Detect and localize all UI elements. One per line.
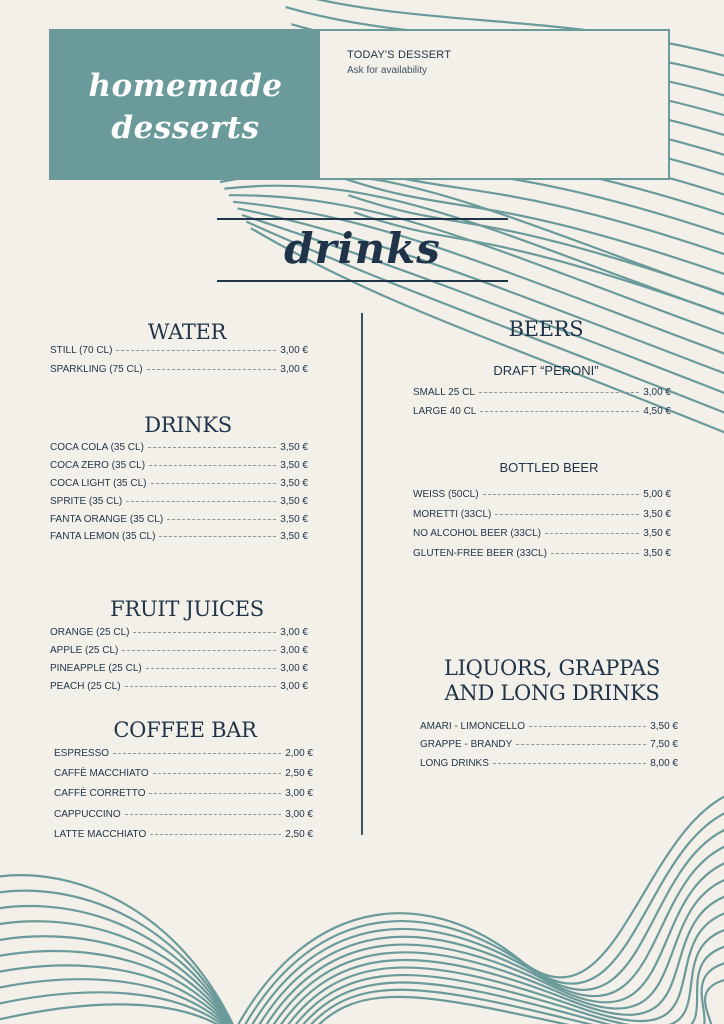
menu-item-name: FANTA ORANGE (35 CL): [50, 513, 164, 525]
menu-item-name: CAPPUCCINO: [54, 808, 121, 820]
menu-item-leader: [125, 686, 277, 687]
liquors-list: [420, 721, 678, 776]
menu-item: [50, 478, 308, 496]
wave-line: [284, 926, 724, 1024]
coffee-bar-list: [54, 748, 313, 849]
menu-item-price: 3,50 €: [650, 721, 678, 732]
wave-line: [250, 841, 724, 1024]
menu-item: [54, 748, 313, 768]
draft-peroni-subtitle: DRAFT “PERONI”: [493, 363, 599, 378]
liquors-title-line2: AND LONG DRINKS: [444, 681, 660, 705]
menu-item: [54, 768, 313, 788]
menu-item-name: ORANGE (25 CL): [50, 627, 130, 638]
menu-item-price: 3,00 €: [280, 644, 308, 656]
homemade-desserts-title: [51, 65, 320, 149]
menu-item-name: LARGE 40 CL: [413, 406, 477, 417]
desserts-title-line: desserts: [111, 110, 260, 146]
menu-item-leader: [149, 465, 276, 466]
bottled-beer-subtitle: BOTTLED BEER: [499, 460, 599, 475]
menu-item: [413, 528, 671, 548]
menu-item-leader: [122, 650, 276, 651]
homemade-title-line: homemade: [88, 68, 283, 104]
heading-bottom-rule: [217, 280, 508, 282]
menu-item-price: 3,50 €: [280, 442, 308, 453]
menu-item-price: 3,00 €: [285, 788, 313, 800]
menu-item-price: 3,50 €: [643, 547, 671, 559]
menu-item: [420, 739, 678, 757]
menu-item-price: 3,00 €: [280, 345, 308, 356]
menu-item-leader: [151, 483, 277, 484]
menu-item-leader: [126, 501, 276, 502]
menu-item-price: 3,00 €: [280, 627, 308, 638]
menu-item-price: 4,50 €: [643, 406, 671, 417]
menu-item-price: 3,50 €: [280, 477, 308, 489]
wave-line: [0, 875, 240, 1024]
menu-item: [413, 548, 671, 568]
menu-item: [54, 829, 313, 849]
menu-item-price: 3,50 €: [280, 459, 308, 471]
menu-item: [50, 460, 308, 478]
menu-item-name: WEISS (50CL): [413, 489, 479, 500]
fruit-juices-section-title: FRUIT JUICES: [110, 597, 264, 621]
menu-item-leader: [159, 536, 276, 537]
menu-item-name: NO ALCOHOL BEER (33CL): [413, 528, 542, 539]
bottled-beer-list: [413, 489, 671, 567]
beers-section-title: BEERS: [508, 317, 584, 341]
menu-item-name: SPRITE (35 CL): [50, 495, 123, 507]
menu-item-price: 3,00 €: [280, 363, 308, 375]
menu-item-leader: [495, 514, 639, 515]
menu-item-price: 7,50 €: [650, 739, 678, 751]
menu-item-leader: [125, 814, 282, 815]
menu-item-name: STILL (70 CL): [50, 345, 113, 356]
drinks-list: [50, 442, 308, 549]
menu-item: [50, 645, 308, 663]
menu-item-name: GRAPPE - BRANDY: [420, 739, 513, 751]
menu-item-price: 2,50 €: [285, 768, 313, 780]
menu-item: [50, 496, 308, 514]
menu-item-leader: [480, 411, 639, 412]
menu-item-leader: [545, 533, 639, 534]
menu-item-name: PEACH (25 CL): [50, 680, 121, 692]
menu-item: [413, 489, 671, 509]
dessert-banner: [49, 29, 670, 180]
menu-item-name: SMALL 25 CL: [413, 387, 475, 398]
menu-item-price: 3,00 €: [280, 680, 308, 692]
menu-item: [50, 345, 308, 364]
menu-item: [420, 721, 678, 739]
coffee-bar-section-title: COFFEE BAR: [113, 718, 257, 742]
drinks-heading: drinks: [284, 224, 441, 273]
menu-item: [50, 663, 308, 681]
menu-item-name: ESPRESSO: [54, 748, 110, 759]
menu-item: [50, 514, 308, 532]
wave-line: [0, 906, 240, 1024]
menu-item-leader: [551, 553, 639, 554]
menu-item-name: SPARKLING (75 CL): [50, 363, 143, 375]
menu-item-name: PINEAPPLE (25 CL): [50, 662, 142, 674]
menu-item-name: COCA LIGHT (35 CL): [50, 477, 147, 489]
menu-item: [54, 809, 313, 829]
menu-item-leader: [479, 392, 639, 393]
menu-item-leader: [167, 519, 276, 520]
menu-item-name: COCA COLA (35 CL): [50, 442, 144, 453]
menu-item-price: 3,50 €: [280, 513, 308, 525]
menu-item: [50, 442, 308, 460]
menu-item-price: 5,00 €: [643, 489, 671, 500]
menu-item-leader: [149, 793, 281, 794]
menu-item: [50, 364, 308, 383]
menu-item-name: CAFFÈ MACCHIATO: [54, 768, 149, 780]
liquors-section-title: [415, 656, 689, 706]
menu-item-leader: [483, 494, 640, 495]
todays-dessert-label: TODAY'S DESSERT: [347, 49, 452, 61]
water-section-title: WATER: [147, 320, 227, 344]
menu-item-name: LATTE MACCHIATO: [54, 828, 147, 840]
fruit-juices-list: [50, 627, 308, 699]
water-list: [50, 345, 308, 382]
menu-item: [50, 681, 308, 699]
menu-item-leader: [133, 632, 276, 633]
menu-item-name: FANTA LEMON (35 CL): [50, 531, 156, 543]
menu-item-leader: [150, 834, 281, 835]
menu-item-name: AMARI - LIMONCELLO: [420, 721, 526, 732]
menu-item-price: 2,50 €: [285, 828, 313, 840]
menu-item: [420, 758, 678, 776]
menu-item-price: 3,00 €: [643, 387, 671, 398]
menu-item-price: 3,50 €: [643, 508, 671, 520]
menu-item-name: APPLE (25 CL): [50, 644, 119, 656]
menu-item-leader: [146, 668, 276, 669]
menu-item: [413, 387, 671, 406]
menu-item-price: 3,50 €: [643, 528, 671, 539]
heading-top-rule: [217, 218, 508, 220]
menu-item: [54, 788, 313, 808]
menu-item-name: COCA ZERO (35 CL): [50, 459, 146, 471]
menu-item: [413, 406, 671, 425]
menu-item: [413, 509, 671, 529]
drinks-section-title: DRINKS: [144, 413, 232, 437]
menu-item-name: MORETTI (33CL): [413, 508, 492, 520]
menu-item: [50, 627, 308, 645]
menu-item-leader: [529, 726, 646, 727]
menu-item-price: 8,00 €: [650, 757, 678, 769]
todays-dessert-note: Ask for availability: [347, 65, 428, 76]
liquors-title-line1: LIQUORS, GRAPPAS: [443, 656, 660, 680]
menu-item-price: 2,00 €: [285, 748, 313, 759]
menu-item: [50, 531, 308, 549]
menu-item-price: 3,50 €: [280, 495, 308, 507]
menu-item-leader: [516, 744, 646, 745]
menu-item-leader: [148, 447, 276, 448]
menu-item-leader: [147, 369, 277, 370]
menu-item-leader: [116, 350, 276, 351]
menu-item-leader: [113, 753, 281, 754]
menu-item-leader: [153, 773, 282, 774]
menu-item-name: CAFFÈ CORRETTO: [54, 788, 146, 800]
draft-beer-list: [413, 387, 671, 425]
menu-item-leader: [493, 763, 646, 764]
menu-item-price: 3,00 €: [280, 662, 308, 674]
column-divider: [361, 313, 363, 835]
menu-item-name: LONG DRINKS: [420, 757, 489, 769]
menu-item-name: GLUTEN-FREE BEER (33CL): [413, 547, 547, 559]
menu-item-price: 3,00 €: [285, 808, 313, 820]
menu-item-price: 3,50 €: [280, 531, 308, 543]
